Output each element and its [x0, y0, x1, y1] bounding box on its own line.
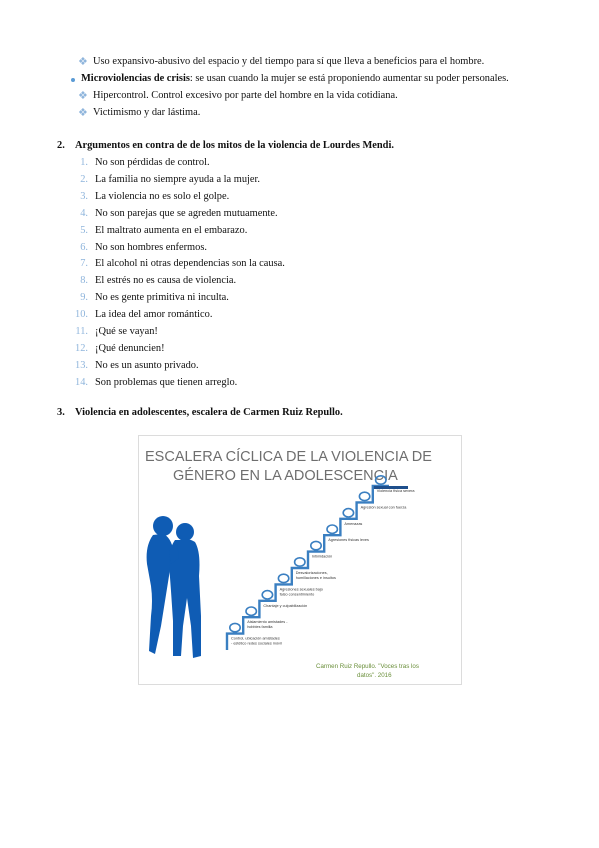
sub-bullet-icon: ❖	[78, 56, 88, 68]
section-title: Violencia en adolescentes, escalera de Carmen Ruiz Repullo.	[75, 407, 343, 418]
credit-line-1: Carmen Ruiz Repullo. "Voces tras los	[316, 663, 419, 670]
sub-bullet-icon: ❖	[78, 107, 88, 119]
list-number: 8.	[80, 275, 88, 287]
figure-title-line-1: ESCALERA CÍCLICA DE LA VIOLENCIA DE	[145, 449, 432, 465]
step-label: hobbies familia	[247, 625, 273, 630]
step-ring-icon	[327, 525, 337, 533]
stair-figure-svg	[139, 436, 461, 684]
figure-title-line-2: GÉNERO EN LA ADOLESCENCIA	[173, 468, 398, 484]
step-label: Control, ubicación amistades	[231, 636, 280, 641]
top-step	[374, 486, 408, 489]
microviolence-title: Microviolencias de crisis	[81, 73, 190, 84]
list-item-text: Hipercontrol. Control excesivo por parte del hombre en la vida cotidiana.	[93, 90, 398, 101]
list-item: El alcohol ni otras dependencias son la causa.	[95, 258, 285, 270]
list-item: No son hombres enfermos.	[95, 241, 207, 253]
step-ring-icon	[343, 509, 353, 517]
list-item: ¡Qué se vayan!	[95, 326, 158, 337]
step-label: falso consentimiento	[279, 592, 315, 597]
step-ring-icon	[359, 492, 369, 500]
list-number: 4.	[80, 207, 88, 219]
list-number: 14.	[75, 376, 88, 388]
step-label: Agresiones físicas leves	[328, 538, 369, 543]
step-label: Amenazas	[344, 521, 363, 526]
list-item: La idea del amor romántico.	[95, 309, 213, 321]
step-label: Chantaje y culpabilización	[263, 603, 308, 608]
bullet-icon	[71, 78, 75, 82]
step-label: Desvalorizaciones,	[295, 571, 328, 575]
step-label: Agresión sexual con fuerza	[360, 505, 407, 510]
list-number: 3.	[80, 190, 88, 202]
list-item: El estrés no es causa de violencia.	[95, 275, 237, 287]
microviolence-text: : se usan cuando la mujer se está proponiendo aumentar su poder personales.	[189, 73, 509, 84]
list-number: 9.	[80, 292, 88, 304]
section-number: 2.	[57, 140, 65, 151]
step-ring-icon	[262, 591, 272, 599]
section-number: 3.	[57, 407, 65, 418]
step-label: Aislamiento amistades -	[247, 620, 288, 625]
list-number: 6.	[80, 241, 88, 253]
list-item: La violencia no es solo el golpe.	[95, 190, 230, 202]
list-item: No son pérdidas de control.	[95, 157, 210, 168]
step-label: humillaciones e insultos	[295, 576, 336, 580]
list-number: 12.	[75, 342, 88, 354]
list-number: 2.	[80, 173, 88, 185]
list-number: 7.	[80, 258, 88, 270]
list-item: No es gente primitiva ni inculta.	[95, 292, 229, 304]
list-number: 13.	[75, 359, 88, 371]
stairs	[227, 476, 415, 650]
list-item: El maltrato aumenta en el embarazo.	[95, 224, 248, 236]
list-item: La familia no siempre ayuda a la mujer.	[95, 173, 261, 185]
sub-bullet-icon: ❖	[78, 90, 88, 102]
list-item: No son parejas que se agreden mutuamente.	[95, 207, 278, 219]
step-label: - estético redes sociales móvil	[231, 641, 282, 646]
section-title: Argumentos en contra de de los mitos de la violencia de Lourdes Mendi.	[75, 140, 394, 151]
list-item-text	[81, 72, 509, 86]
step-ring-icon	[311, 541, 321, 549]
step-ring-icon	[230, 623, 240, 631]
list-number: 11.	[75, 326, 88, 337]
list-item-text: Victimismo y dar lástima.	[93, 107, 201, 118]
step-label: Intimidación	[312, 554, 333, 559]
step-ring-icon	[246, 607, 256, 615]
list-item-text: Uso expansivo-abusivo del espacio y del tiempo para sí que lleva a beneficios para el hombre.	[93, 56, 485, 67]
list-number: 5.	[80, 224, 88, 236]
list-item: No es un asunto privado.	[95, 359, 199, 371]
list-number: 1.	[80, 157, 88, 168]
step-label: Violencia física severa	[376, 489, 415, 493]
list-item: ¡Qué denuncien!	[95, 342, 165, 354]
stair-figure	[138, 435, 462, 685]
list-item: Son problemas que tienen arreglo.	[95, 376, 238, 388]
step-ring-icon	[278, 574, 288, 582]
credit-line-2: datos". 2016	[357, 672, 392, 679]
list-number: 10.	[75, 309, 88, 321]
couple-silhouette-icon	[147, 516, 201, 658]
step-ring-icon	[295, 558, 305, 566]
step-label: Agresiones sexuales bajo	[279, 587, 323, 592]
